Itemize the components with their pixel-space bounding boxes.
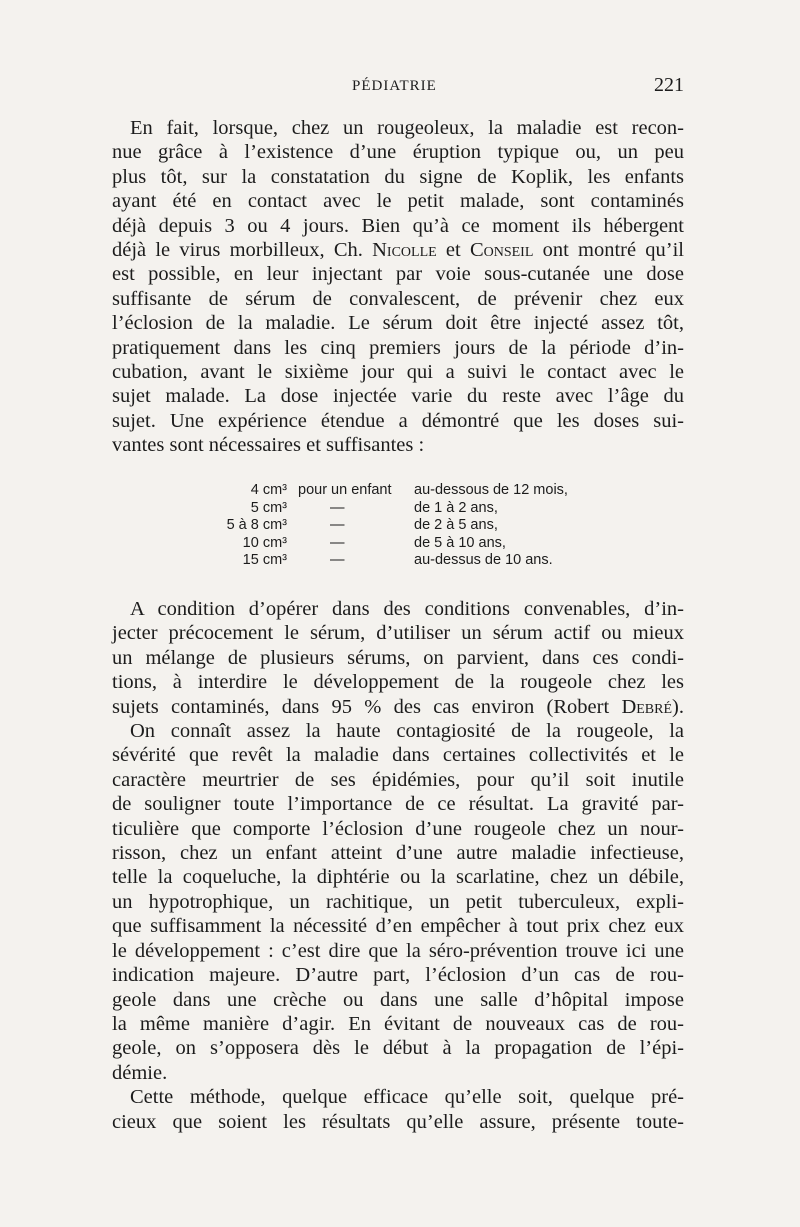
text-line: geole, on s’opposera dès le début à la propagation de l’épi-	[112, 1037, 684, 1060]
age-range: au-dessous de 12 mois,	[414, 482, 568, 498]
text-line: sévérité que revêt la maladie dans certaines collectivités et le	[112, 744, 684, 767]
text-line: suffisante de sérum de convalescent, de prévenir chez eux	[112, 287, 684, 310]
text-line: vantes sont nécessaires et suffisantes :	[112, 434, 425, 457]
text-line: un hypotrophique, un rachitique, un petit tuberculeux, expli-	[112, 890, 684, 913]
running-title: PÉDIATRIE	[352, 78, 437, 94]
text-line: Cette méthode, quelque efficace qu’elle soit, quelque pré-	[130, 1086, 684, 1109]
dose-value: 5 cm³	[250, 499, 287, 516]
dose-row	[212, 482, 592, 500]
text-line: On connaît assez la haute contagiosité de la rougeole, la	[130, 720, 684, 743]
author-name: Conseil	[469, 239, 534, 262]
text-line: nue grâce à l’existence d’une éruption typique ou, un peu	[112, 141, 684, 164]
text-line: sujet malade. La dose injectée varie du reste avec l’âge du	[112, 385, 684, 408]
text-line: pratiquement dans les cinq premiers jours de la période d’in-	[112, 336, 684, 359]
age-range: de 5 à 10 ans,	[414, 534, 506, 551]
text-line: geole dans une crèche ou dans une salle d’hôpital impose	[112, 988, 684, 1011]
paragraph-4	[112, 1085, 684, 1134]
dose-value: 10 cm³	[242, 534, 287, 551]
author-name: Debré	[621, 695, 673, 718]
text-line: cieux que soient les résultats qu’elle assure, présente toute-	[112, 1110, 684, 1133]
dose-row	[212, 500, 592, 518]
page-number: 221	[654, 74, 684, 96]
dose-prefix: —	[330, 534, 345, 551]
text-fragment: et	[445, 239, 470, 262]
age-range: au-dessus de 10 ans.	[414, 552, 553, 569]
paragraph-2	[112, 597, 684, 719]
text-line: la même manière d’agir. En évitant de nouveaux cas de rou-	[112, 1012, 684, 1035]
text-fragment: ).	[672, 695, 684, 718]
text-line: risson, chez un enfant atteint d’une autre maladie infectieuse,	[112, 842, 684, 865]
text-fragment: sujets contaminés, dans 95 % des cas environ (Robert	[112, 695, 622, 718]
age-range: de 1 à 2 ans,	[414, 499, 498, 516]
text-line: jecter précocement le sérum, d’utiliser un sérum actif ou mieux	[112, 622, 684, 645]
dose-prefix: —	[330, 517, 345, 534]
text-line: ayant été en contact avec le petit malade, sont contaminés	[112, 190, 684, 213]
text-line: que suffisamment la nécessité d’en empêcher à tout prix chez eux	[112, 915, 684, 938]
text-line	[112, 238, 684, 262]
text-line: le développement : c’est dire que la séro-prévention trouve ici une	[112, 939, 684, 962]
text-line: ticulière que comporte l’éclosion d’une rougeole chez un nour-	[112, 817, 684, 840]
paragraph-1	[112, 116, 684, 458]
text-line: de souligner toute l’importance de ce résultat. La gravité par-	[112, 793, 684, 816]
author-name: Nicolle	[372, 239, 437, 262]
text-line: cubation, avant le sixième jour qui a suivi le contact avec le	[112, 361, 684, 384]
dose-prefix: —	[330, 552, 345, 569]
text-line: telle la coqueluche, la diphtérie ou la scarlatine, chez un débile,	[112, 866, 684, 889]
text-line: plus tôt, sur la constatation du signe de Koplik, les enfants	[112, 165, 684, 188]
text-line	[112, 695, 684, 719]
running-header	[112, 74, 684, 100]
age-range: de 2 à 5 ans,	[414, 517, 498, 534]
text-line: déjà depuis 3 ou 4 jours. Bien qu’à ce moment ils hébergent	[112, 214, 684, 237]
text-fragment: déjà le virus morbilleux, Ch.	[112, 239, 373, 262]
dose-prefix: —	[330, 499, 345, 516]
text-line: En fait, lorsque, chez un rougeoleux, la maladie est recon-	[130, 117, 684, 139]
paragraph-2-block	[112, 597, 684, 1134]
dose-row	[212, 552, 592, 570]
dose-row	[212, 535, 592, 553]
text-line: un mélange de plusieurs sérums, on parvient, dans ces condi-	[112, 646, 684, 669]
dose-row	[212, 517, 592, 535]
text-line: tions, à interdire le développement de la rougeole chez les	[112, 671, 684, 694]
dose-value: 5 à 8 cm³	[226, 517, 287, 534]
dose-value: 4 cm³	[250, 482, 287, 498]
dose-value: 15 cm³	[242, 552, 287, 569]
text-line: A condition d’opérer dans des conditions convenables, d’in-	[130, 598, 684, 620]
text-line: caractère meurtrier de ses épidémies, pour qu’il soit inutile	[112, 768, 684, 791]
dose-table	[212, 482, 592, 570]
text-line: l’éclosion de la maladie. Le sérum doit être injecté assez tôt,	[112, 312, 684, 335]
text-line: indication majeure. D’autre part, l’éclosion d’un cas de rou-	[112, 964, 684, 987]
dose-prefix: pour un enfant	[298, 482, 392, 498]
paragraph-3	[112, 719, 684, 1085]
text-line: est possible, en leur injectant par voie sous-cutanée une dose	[112, 263, 684, 286]
text-line: sujet. Une expérience étendue a démontré que les doses sui-	[112, 409, 684, 432]
text-fragment: ont montré qu’il	[533, 239, 685, 262]
text-line: démie.	[112, 1061, 168, 1084]
